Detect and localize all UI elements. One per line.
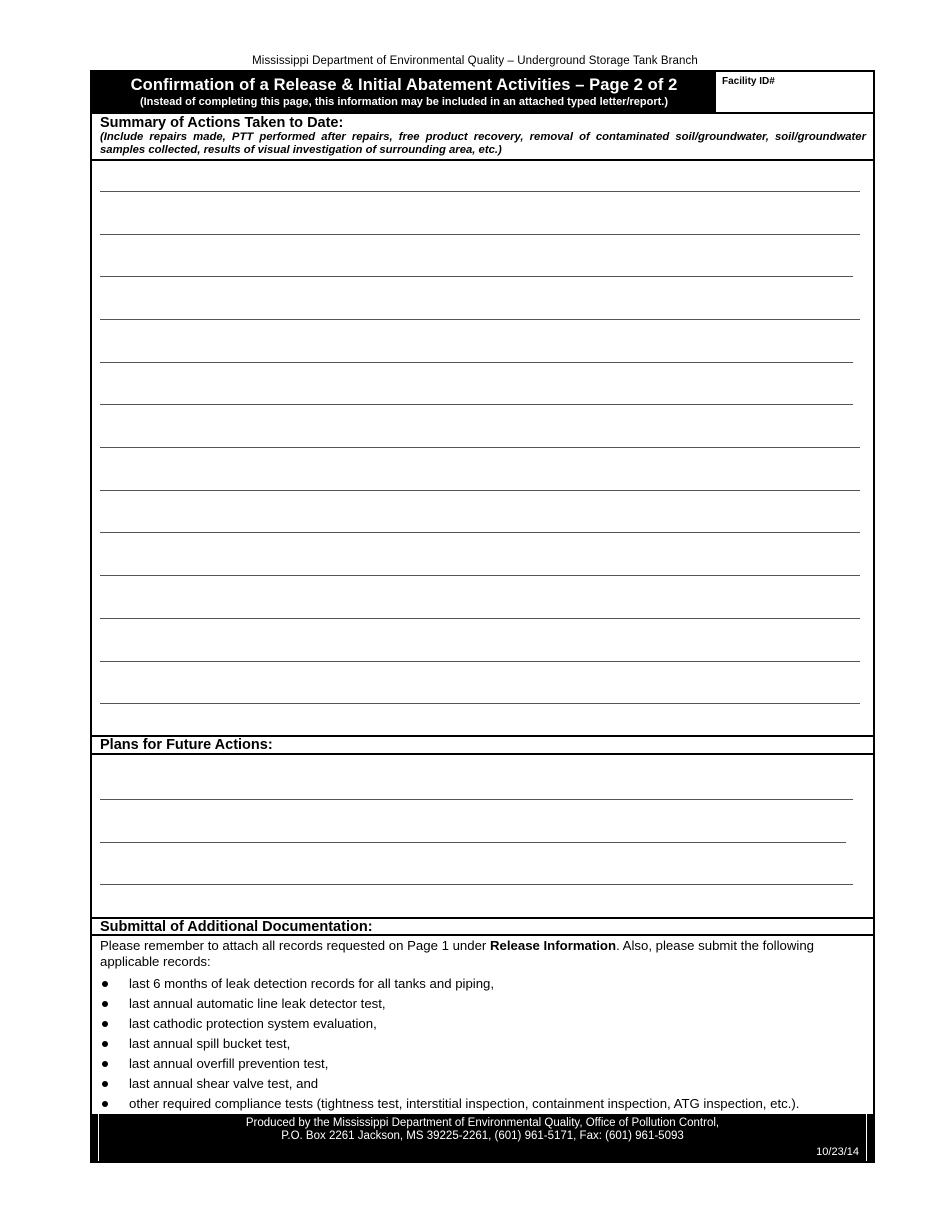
summary-title: Summary of Actions Taken to Date: [100,115,344,131]
list-item [100,1034,867,1054]
footer [92,1114,873,1161]
footer-address: P.O. Box 2261 Jackson, MS 39225-2261, (601) 961-5171, Fax: (601) 961-5093 [281,1130,684,1142]
writing-line[interactable] [100,191,860,192]
submittal-title: Submittal of Additional Documentation: [100,919,373,935]
header-title-block [92,72,716,112]
plans-writing-area[interactable] [92,757,873,919]
writing-line[interactable] [100,618,860,619]
bullet-icon [102,1001,108,1007]
writing-line[interactable] [100,447,860,448]
list-item-text: last annual spill bucket test, [129,1036,291,1051]
list-item-text: last annual overfill prevention test, [129,1056,329,1071]
form-header [92,72,873,114]
form-title: Confirmation of a Release & Initial Abatement Activities – Page 2 of 2 [130,76,678,94]
list-item-text: other required compliance tests (tightness test, interstitial inspection, containment inspection, ATG inspection, etc.). [129,1096,800,1111]
writing-line[interactable] [100,703,860,704]
writing-line[interactable] [100,234,860,235]
writing-line[interactable] [100,884,853,885]
footer-frame [98,1114,867,1161]
list-item [100,994,867,1014]
writing-line[interactable] [100,362,853,363]
intro-text-end: . Also, please submit the following applicable records: [100,938,814,969]
writing-line[interactable] [100,799,853,800]
writing-line[interactable] [100,532,860,533]
submittal-intro [100,938,867,970]
form-page [90,70,875,1163]
intro-bold-text: Release Information [490,938,617,953]
writing-line[interactable] [100,319,860,320]
list-item [100,1074,867,1094]
writing-line[interactable] [100,276,853,277]
bullet-icon [102,1041,108,1047]
list-item-text: last annual shear valve test, and [129,1076,319,1091]
bullet-icon [102,981,108,987]
list-item [100,1094,867,1114]
list-item [100,1054,867,1074]
list-item [100,1014,867,1034]
bullet-icon [102,1061,108,1067]
list-item [100,974,867,994]
bullet-icon [102,1081,108,1087]
plans-title: Plans for Future Actions: [100,737,273,753]
writing-line[interactable] [100,490,860,491]
summary-section-header [92,114,873,161]
records-list [100,974,867,1114]
submittal-body [92,938,873,1114]
facility-id-label: Facility ID# [722,76,775,87]
writing-line[interactable] [100,842,846,843]
form-subtitle: (Instead of completing this page, this information may be included in an attached typed letter/report.) [139,96,669,108]
agency-header: Mississippi Department of Environmental Quality – Underground Storage Tank Branch [252,55,698,67]
bullet-icon [102,1101,108,1107]
summary-instructions: (Include repairs made, PTT performed after repairs, free product recovery, removal of contaminated soil/groundwater, soil/groundwater samples collected, results of visual investigation of surrounding area, etc.) [100,131,866,156]
intro-text: Please remember to attach all records requested on Page 1 under [100,938,490,953]
writing-line[interactable] [100,661,860,662]
list-item-text: last cathodic protection system evaluation, [129,1016,377,1031]
bullet-icon [102,1021,108,1027]
submittal-section-header [92,919,873,936]
footer-producer: Produced by the Mississippi Department of Environmental Quality, Office of Pollution Control, [245,1117,720,1129]
list-item-text: last annual automatic line leak detector test, [129,996,386,1011]
list-item-text: last 6 months of leak detection records for all tanks and piping, [129,976,495,991]
plans-section-header [92,737,873,755]
facility-id-field[interactable] [716,72,873,112]
revision-date: 10/23/14 [816,1146,859,1158]
writing-line[interactable] [100,404,853,405]
writing-line[interactable] [100,575,860,576]
summary-writing-area[interactable] [92,163,873,737]
